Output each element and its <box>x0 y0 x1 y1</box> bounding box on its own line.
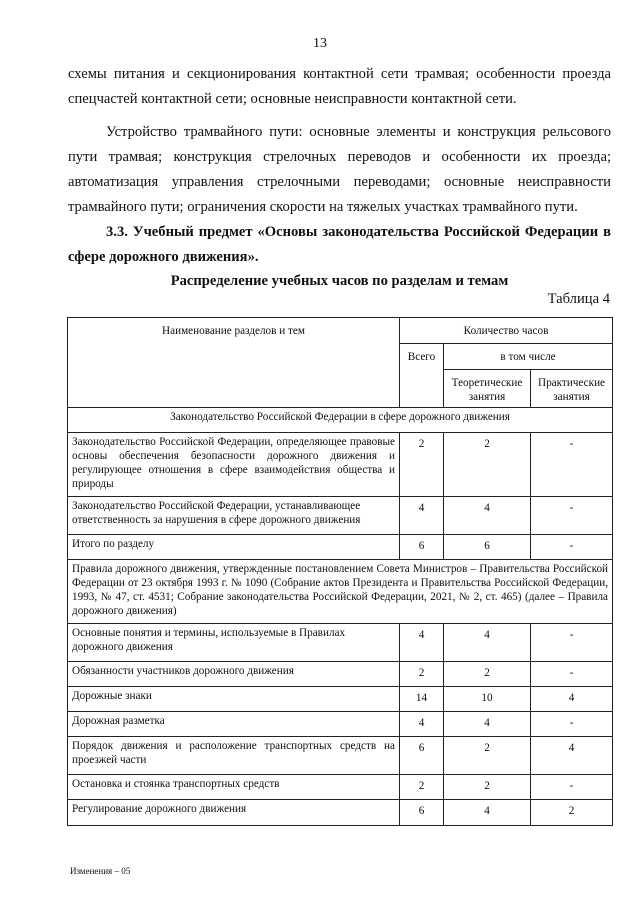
row-name: Дорожные знаки <box>68 687 400 712</box>
row-name: Законодательство Российской Федерации, устанавливающее ответственность за нарушения в сфере дорожного движения <box>68 497 400 535</box>
row-name: Дорожная разметка <box>68 712 400 737</box>
row-name: Законодательство Российской Федерации, определяющее правовые основы обеспечения безопасности дорожного движения и регулирующее отношения в сфере взаимодействия общества и природы <box>68 433 400 497</box>
row-practice: - <box>531 775 613 800</box>
footer-note: Изменения – 05 <box>70 866 131 876</box>
table-row <box>68 737 613 775</box>
row-total: 2 <box>400 662 444 687</box>
row-theory: 4 <box>444 497 531 535</box>
table-row <box>68 662 613 687</box>
row-theory: 4 <box>444 624 531 662</box>
row-theory: 4 <box>444 800 531 826</box>
row-name: Порядок движения и расположение транспортных средств на проезжей части <box>68 737 400 775</box>
section-heading: 3.3. Учебный предмет «Основы законодательства Российской Федерации в сфере дорожного движения». <box>68 224 611 265</box>
row-practice: - <box>531 624 613 662</box>
row-name: Основные понятия и термины, используемые в Правилах дорожного движения <box>68 624 400 662</box>
header-total: Всего <box>400 344 444 408</box>
row-total: 2 <box>400 775 444 800</box>
row-name: Остановка и стоянка транспортных средств <box>68 775 400 800</box>
header-practice: Практические занятия <box>531 370 613 408</box>
row-theory: 2 <box>444 662 531 687</box>
row-total: 2 <box>400 433 444 497</box>
page-number: 13 <box>313 36 327 51</box>
row-practice: 4 <box>531 687 613 712</box>
section-1-title: Законодательство Российской Федерации в сфере дорожного движения <box>68 408 613 433</box>
table-row <box>68 535 613 560</box>
row-practice: - <box>531 535 613 560</box>
header-row <box>68 318 613 344</box>
paragraph-track-structure: Устройство трамвайного пути: основные элементы и конструкция рельсового пути трамвая; конструкция стрелочных переводов и особенности их проезда; автоматизация управления стрелочными переводами; основные неисправности трамвайного пути; ограничения скорости на тяжелых участках трамвайного пути. <box>68 124 611 215</box>
row-total: 14 <box>400 687 444 712</box>
section-2-title: Правила дорожного движения, утвержденные постановлением Совета Министров – Правительства Российской Федерации от 23 октября 1993 г. № 1090 (Собрание актов Президента и Правительства Российской Федерации, 1993, № 47, ст. 4531; Собрание законодательства Российской Федерации, 2021, № 2, ст. 465) (далее – Правила дорожного движения) <box>68 560 613 624</box>
paragraph-contact-network: схемы питания и секционирования контактной сети трамвая; особенности проезда спецчастей контактной сети; основные неисправности контактной сети. <box>68 66 611 107</box>
header-hours: Количество часов <box>400 318 613 344</box>
row-theory: 4 <box>444 712 531 737</box>
row-practice: - <box>531 712 613 737</box>
row-name: Обязанности участников дорожного движения <box>68 662 400 687</box>
row-practice: - <box>531 433 613 497</box>
header-theory: Теоретические занятия <box>444 370 531 408</box>
header-name: Наименование разделов и тем <box>68 318 400 408</box>
table-row <box>68 712 613 737</box>
header-including: в том числе <box>444 344 613 370</box>
row-name: Регулирование дорожного движения <box>68 800 400 826</box>
row-total: 6 <box>400 737 444 775</box>
table-row <box>68 497 613 535</box>
row-theory: 6 <box>444 535 531 560</box>
row-practice: 4 <box>531 737 613 775</box>
row-practice: 2 <box>531 800 613 826</box>
row-name: Итого по разделу <box>68 535 400 560</box>
table-row <box>68 800 613 826</box>
row-theory: 10 <box>444 687 531 712</box>
row-total: 4 <box>400 624 444 662</box>
table-row <box>68 687 613 712</box>
hours-table <box>67 317 613 826</box>
table-row <box>68 624 613 662</box>
table-row <box>68 433 613 497</box>
row-total: 4 <box>400 712 444 737</box>
section-title-row <box>68 408 613 433</box>
table-title: Распределение учебных часов по разделам и темам <box>170 273 509 289</box>
row-total: 6 <box>400 800 444 826</box>
table-row <box>68 775 613 800</box>
row-total: 4 <box>400 497 444 535</box>
row-practice: - <box>531 662 613 687</box>
table-label: Таблица 4 <box>547 291 610 307</box>
row-theory: 2 <box>444 737 531 775</box>
row-total: 6 <box>400 535 444 560</box>
row-theory: 2 <box>444 433 531 497</box>
row-theory: 2 <box>444 775 531 800</box>
row-practice: - <box>531 497 613 535</box>
section-title-row <box>68 560 613 624</box>
